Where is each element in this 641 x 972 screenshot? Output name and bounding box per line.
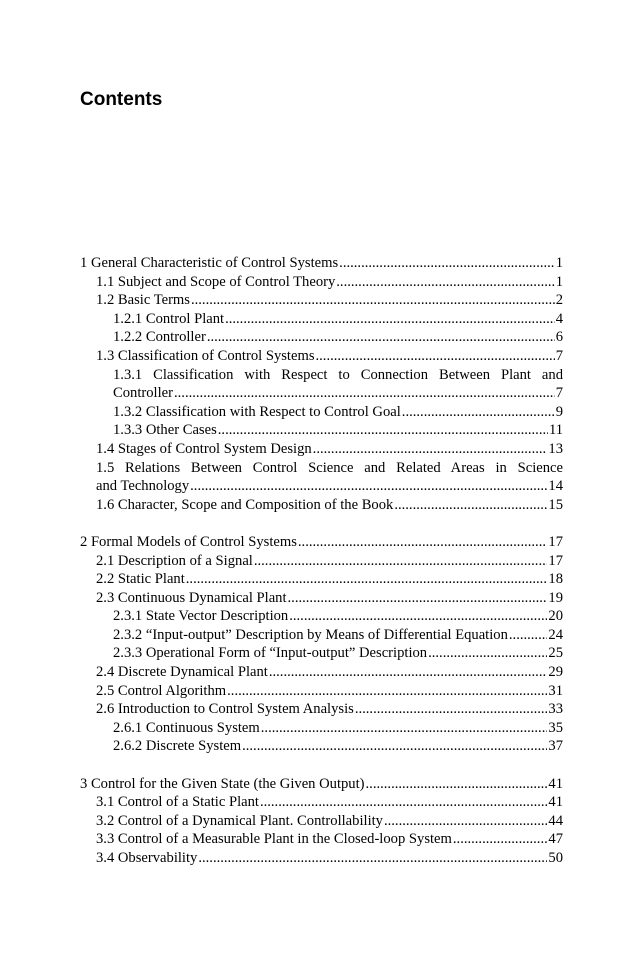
toc-entry-page-number: 50 [548, 850, 563, 866]
toc-entry[interactable] [80, 328, 563, 347]
dot-leader [174, 384, 555, 403]
toc-entry-page-number: 25 [548, 645, 563, 662]
toc-entry-title: 1.4 Stages of Control System Design [96, 440, 312, 457]
toc-entry-page-number: 1 [555, 255, 563, 271]
toc-entry-title: 1.3.3 Other Cases [113, 422, 217, 439]
toc-entry-title: 2.3.1 State Vector Description [113, 608, 289, 625]
toc-entry-title-line1: 1.3.1 Classification with Respect to Connection Between Plant and [113, 366, 563, 383]
toc-entry-title: 3.1 Control of a Static Plant [96, 794, 259, 811]
toc-entry-title: 1.1 Subject and Scope of Control Theory [96, 273, 336, 290]
toc-entry-page-number: 13 [548, 440, 563, 457]
toc-entry-page-number: 2 [555, 292, 563, 309]
toc-entry[interactable] [80, 719, 563, 738]
toc-entry[interactable] [80, 421, 563, 440]
toc-entry-title: 2.1 Description of a Signal [96, 552, 253, 569]
toc-entry-page-number: 7 [555, 347, 563, 364]
toc-entry-page-number: 31 [548, 682, 563, 699]
toc-entry[interactable] [80, 589, 563, 608]
toc-entry[interactable] [80, 830, 563, 849]
toc-entry-title: 1.3 Classification of Control Systems [96, 347, 315, 364]
toc-entry-page-number: 14 [548, 478, 563, 495]
toc-entry-title: 2 Formal Models of Control Systems [80, 533, 297, 550]
toc-entry-title: 2.6 Introduction to Control System Analysis [96, 701, 354, 718]
toc-entry-title: 1 General Characteristic of Control Systems [80, 255, 339, 271]
dot-leader [289, 607, 547, 626]
toc-entry-title-line2: Controller [113, 385, 173, 402]
dot-leader [225, 310, 555, 329]
dot-leader [384, 812, 547, 831]
table-of-contents [80, 254, 563, 868]
toc-entry-title: 3.2 Control of a Dynamical Plant. Controllability [96, 812, 383, 829]
toc-entry-page-number: 33 [548, 701, 563, 718]
toc-entry-title: 2.6.2 Discrete System [113, 738, 242, 755]
dot-leader [227, 682, 547, 701]
toc-entry[interactable] [80, 440, 563, 459]
toc-entry-page-number: 24 [548, 626, 563, 643]
toc-entry-page-number: 17 [548, 552, 563, 569]
toc-entry-title: 1.2.2 Controller [113, 329, 206, 346]
dot-leader [198, 849, 547, 868]
toc-entry[interactable] [80, 663, 563, 682]
toc-entry[interactable] [80, 775, 563, 794]
toc-entry-title: 2.3.2 “Input-output” Description by Means of Differential Equation [113, 626, 508, 643]
toc-entry[interactable] [80, 403, 563, 422]
toc-entry-title: 2.3 Continuous Dynamical Plant [96, 589, 287, 606]
toc-entry-title: 1.2.1 Control Plant [113, 310, 225, 327]
toc-entry-page-number: 37 [548, 738, 563, 755]
toc-entry[interactable] [80, 273, 563, 292]
toc-entry-title: 3 Control for the Given State (the Given Output) [80, 775, 365, 792]
dot-leader [269, 663, 548, 682]
dot-leader [355, 700, 548, 719]
toc-entry[interactable] [80, 552, 563, 571]
toc-entry[interactable] [80, 366, 563, 403]
toc-entry-title-line2: and Technology [96, 478, 190, 495]
dot-leader [402, 403, 555, 422]
dot-leader [453, 830, 548, 849]
toc-entry[interactable] [80, 607, 563, 626]
toc-entry-page-number: 44 [548, 812, 563, 829]
dot-leader [298, 533, 548, 552]
toc-entry[interactable] [80, 496, 563, 515]
toc-entry-page-number: 47 [548, 831, 563, 848]
dot-leader [336, 273, 554, 292]
dot-leader [190, 477, 547, 496]
contents-heading: Contents [80, 89, 163, 110]
toc-entry[interactable] [80, 682, 563, 701]
dot-leader [394, 496, 547, 515]
dot-leader [186, 570, 548, 589]
toc-entry[interactable] [80, 737, 563, 756]
toc-entry[interactable] [80, 644, 563, 663]
toc-entry-title: 2.3.3 Operational Form of “Input-output” Description [113, 645, 428, 662]
dot-leader [261, 719, 548, 738]
toc-entry-title: 3.4 Observability [96, 850, 198, 866]
chapter-gap [80, 514, 563, 533]
toc-entry-page-number: 41 [548, 794, 563, 811]
toc-entry[interactable] [80, 291, 563, 310]
toc-entry[interactable] [80, 254, 563, 273]
toc-entry-title: 2.2 Static Plant [96, 571, 185, 588]
toc-entry-title-line1: 1.5 Relations Between Control Science and Related Areas in Science [96, 459, 563, 476]
dot-leader [218, 421, 548, 440]
toc-entry-title: 2.4 Discrete Dynamical Plant [96, 664, 268, 681]
toc-entry[interactable] [80, 793, 563, 812]
dot-leader [509, 626, 548, 645]
toc-entry-page-number: 29 [548, 664, 563, 681]
dot-leader [254, 552, 548, 571]
toc-entry[interactable] [80, 533, 563, 552]
toc-entry-title: 2.6.1 Continuous System [113, 719, 260, 736]
dot-leader [366, 775, 548, 794]
chapter-gap [80, 756, 563, 775]
toc-entry[interactable] [80, 570, 563, 589]
toc-entry[interactable] [80, 849, 563, 868]
toc-entry-title: 1.3.2 Classification with Respect to Control Goal [113, 403, 401, 420]
toc-entry-title: 1.6 Character, Scope and Composition of the Book [96, 496, 394, 513]
toc-entry-page-number: 15 [548, 496, 563, 513]
dot-leader [428, 644, 547, 663]
toc-entry-page-number: 18 [548, 571, 563, 588]
toc-entry-page-number: 20 [548, 608, 563, 625]
toc-entry-title: 3.3 Control of a Measurable Plant in the Closed-loop System [96, 831, 452, 848]
toc-entry-page-number: 4 [555, 310, 563, 327]
toc-entry-title: 1.2 Basic Terms [96, 292, 190, 309]
toc-entry-title: 2.5 Control Algorithm [96, 682, 227, 699]
toc-entry[interactable] [80, 700, 563, 719]
toc-entry-page-number: 6 [555, 329, 563, 346]
toc-entry-page-number: 9 [555, 403, 563, 420]
dot-leader [207, 328, 555, 347]
toc-entry[interactable] [80, 459, 563, 496]
toc-entry[interactable] [80, 347, 563, 366]
toc-entry-page-number: 17 [548, 533, 563, 550]
dot-leader [242, 737, 547, 756]
dot-leader [316, 347, 555, 366]
toc-entry-page-number: 11 [548, 422, 563, 439]
toc-entry[interactable] [80, 812, 563, 831]
toc-entry-page-number: 19 [548, 589, 563, 606]
toc-entry-page-number: 41 [548, 775, 563, 792]
dot-leader [339, 254, 555, 273]
toc-entry-page-number: 35 [548, 719, 563, 736]
toc-entry[interactable] [80, 626, 563, 645]
toc-entry[interactable] [80, 310, 563, 329]
toc-entry-page-number: 1 [555, 273, 563, 290]
dot-leader [191, 291, 555, 310]
toc-entry-page-number: 7 [555, 385, 563, 402]
dot-leader [260, 793, 547, 812]
dot-leader [313, 440, 548, 459]
dot-leader [288, 589, 548, 608]
